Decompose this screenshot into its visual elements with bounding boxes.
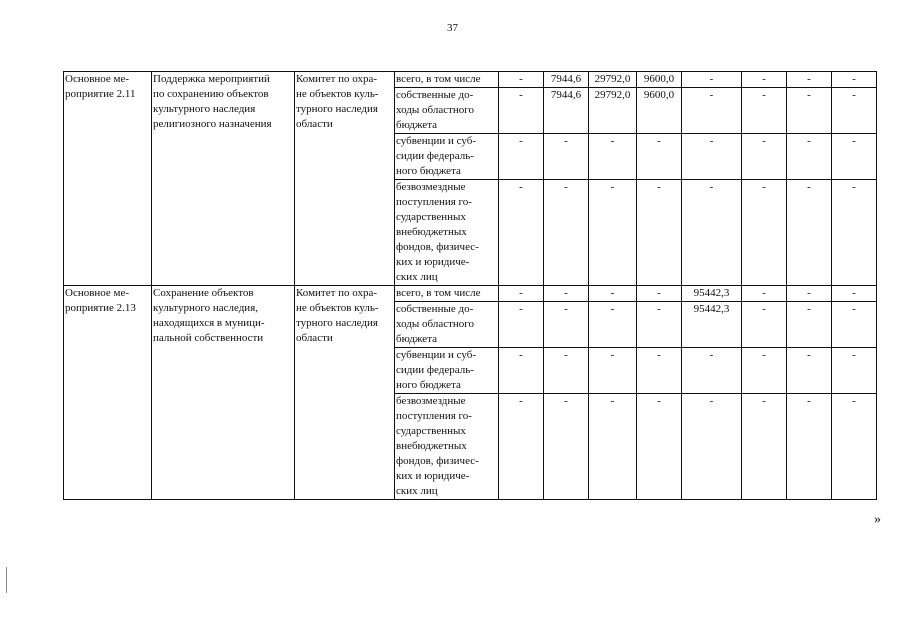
value-cell: - xyxy=(832,180,877,286)
value-cell: - xyxy=(637,286,682,302)
funding-source-cell: собственные до- ходы областного бюджета xyxy=(395,302,499,348)
value-cell: - xyxy=(499,302,544,348)
value-cell: - xyxy=(499,286,544,302)
funding-source-cell: всего, в том числе xyxy=(395,72,499,88)
value-cell: - xyxy=(637,180,682,286)
value-cell: - xyxy=(682,348,742,394)
value-cell: - xyxy=(832,72,877,88)
value-cell: - xyxy=(499,88,544,134)
funding-source-cell: субвенции и суб- сидии федераль- ного бюджета xyxy=(395,348,499,394)
value-cell: - xyxy=(742,88,787,134)
value-cell: - xyxy=(742,348,787,394)
value-cell: 29792,0 xyxy=(589,88,637,134)
value-cell: 9600,0 xyxy=(637,72,682,88)
closing-quote: » xyxy=(874,512,881,527)
value-cell: - xyxy=(499,394,544,500)
event-cell: Основное ме- роприятие 2.13 xyxy=(64,286,152,500)
value-cell: - xyxy=(544,180,589,286)
value-cell: - xyxy=(499,72,544,88)
value-cell: 95442,3 xyxy=(682,302,742,348)
value-cell: - xyxy=(787,348,832,394)
value-cell: - xyxy=(682,134,742,180)
value-cell: - xyxy=(499,134,544,180)
value-cell: - xyxy=(589,348,637,394)
value-cell: - xyxy=(832,286,877,302)
table-row xyxy=(64,286,877,302)
value-cell: - xyxy=(787,134,832,180)
value-cell: - xyxy=(787,302,832,348)
value-cell: - xyxy=(637,348,682,394)
value-cell: - xyxy=(787,286,832,302)
value-cell: - xyxy=(832,302,877,348)
value-cell: - xyxy=(682,72,742,88)
value-cell: 9600,0 xyxy=(637,88,682,134)
value-cell: 7944,6 xyxy=(544,72,589,88)
value-cell: - xyxy=(742,286,787,302)
margin-mark xyxy=(6,567,11,593)
value-cell: - xyxy=(637,394,682,500)
value-cell: 7944,6 xyxy=(544,88,589,134)
value-cell: - xyxy=(544,302,589,348)
funding-source-cell: всего, в том числе xyxy=(395,286,499,302)
event-cell: Основное ме- роприятие 2.11 xyxy=(64,72,152,286)
value-cell: - xyxy=(589,394,637,500)
value-cell: - xyxy=(742,180,787,286)
funding-source-cell: собственные до- ходы областного бюджета xyxy=(395,88,499,134)
value-cell: - xyxy=(589,302,637,348)
executor-cell: Комитет по охра- не объектов куль- турного наследия области xyxy=(295,72,395,286)
value-cell: - xyxy=(589,134,637,180)
value-cell: - xyxy=(682,394,742,500)
value-cell: 29792,0 xyxy=(589,72,637,88)
description-cell: Сохранение объектов культурного наследия, находящихся в муници- пальной собственности xyxy=(152,286,295,500)
value-cell: 95442,3 xyxy=(682,286,742,302)
value-cell: - xyxy=(787,72,832,88)
value-cell: - xyxy=(682,180,742,286)
value-cell: - xyxy=(832,348,877,394)
value-cell: - xyxy=(787,180,832,286)
value-cell: - xyxy=(589,286,637,302)
page-number: 37 xyxy=(447,22,458,34)
value-cell: - xyxy=(787,88,832,134)
value-cell: - xyxy=(742,134,787,180)
value-cell: - xyxy=(832,134,877,180)
funding-source-cell: безвозмездные поступления го- сударственных внебюджетных фондов, физичес- ких и юридиче- ских лиц xyxy=(395,180,499,286)
description-cell: Поддержка мероприятий по сохранению объектов культурного наследия религиозного назначения xyxy=(152,72,295,286)
value-cell: - xyxy=(832,394,877,500)
value-cell: - xyxy=(637,302,682,348)
funding-source-cell: безвозмездные поступления го- сударственных внебюджетных фондов, физичес- ких и юридиче- ских лиц xyxy=(395,394,499,500)
value-cell: - xyxy=(742,302,787,348)
value-cell: - xyxy=(544,134,589,180)
value-cell: - xyxy=(544,286,589,302)
value-cell: - xyxy=(832,88,877,134)
value-cell: - xyxy=(499,180,544,286)
value-cell: - xyxy=(589,180,637,286)
budget-table xyxy=(63,71,877,500)
value-cell: - xyxy=(742,72,787,88)
table-row xyxy=(64,72,877,88)
value-cell: - xyxy=(499,348,544,394)
value-cell: - xyxy=(682,88,742,134)
executor-cell: Комитет по охра- не объектов куль- турного наследия области xyxy=(295,286,395,500)
value-cell: - xyxy=(787,394,832,500)
value-cell: - xyxy=(637,134,682,180)
funding-source-cell: субвенции и суб- сидии федераль- ного бюджета xyxy=(395,134,499,180)
value-cell: - xyxy=(742,394,787,500)
value-cell: - xyxy=(544,394,589,500)
value-cell: - xyxy=(544,348,589,394)
